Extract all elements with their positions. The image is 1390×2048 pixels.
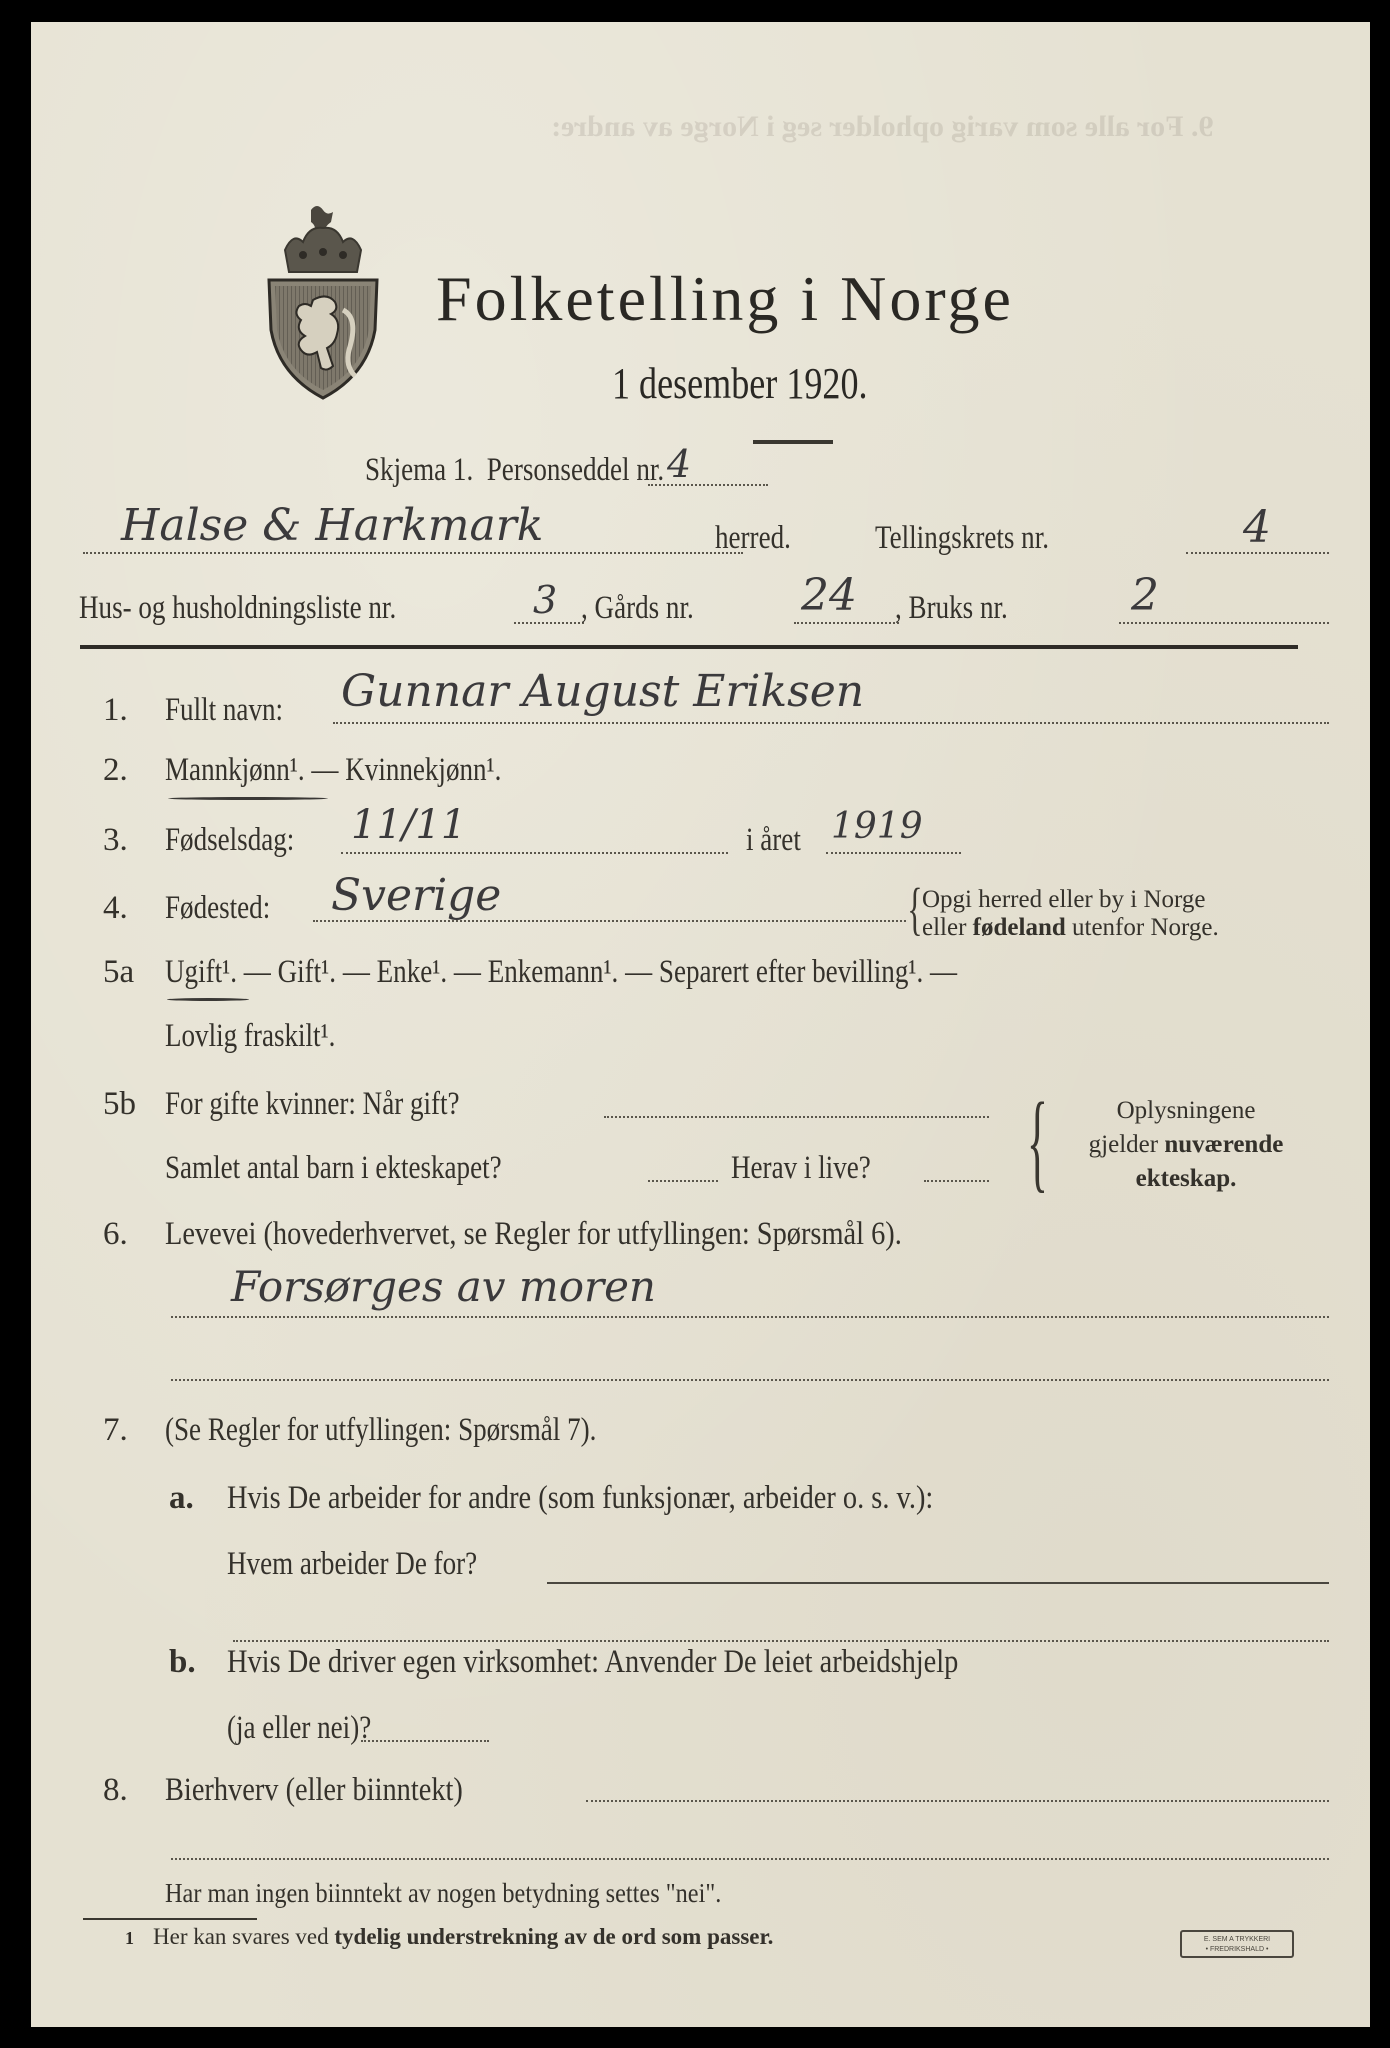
gards-label-text: , Gårds nr.: [581, 590, 694, 626]
q1-label-text: Fullt navn:: [165, 692, 284, 728]
birthplace-value: Sverige: [331, 870, 502, 921]
q3-label-text: Fødselsdag:: [165, 822, 295, 858]
q5a-options: [165, 954, 1131, 991]
q2-options: [165, 752, 575, 789]
personseddel-label: Personseddel nr.: [486, 452, 665, 488]
q1-number: 1.: [103, 692, 128, 728]
q7b-text: [227, 1644, 1077, 1681]
employer-field-line2[interactable]: [233, 1640, 1329, 1642]
bruks-label: [895, 590, 1033, 627]
q3-label: [165, 822, 323, 859]
q5b-note-line3: ekteskap.: [1135, 1165, 1237, 1192]
option-lovlig-fraskilt[interactable]: Lovlig fraskilt¹.: [165, 1018, 336, 1054]
page-subtitle: [612, 358, 924, 409]
q6-label: [165, 1216, 1022, 1253]
title-text: Folketelling i Norge: [436, 263, 1014, 334]
q8-note-text: Har man ingen biinntekt av nogen betydning settes "nei".: [165, 1878, 722, 1908]
q8-number: 8.: [103, 1772, 128, 1808]
tellingskrets-value: 4: [1243, 502, 1271, 553]
q5b-label-text: For gifte kvinner: Når gift?: [165, 1086, 460, 1122]
q5b-note-line2: [1051, 1128, 1321, 1162]
q7b-text-content: Hvis De driver egen virksomhet: Anvender De leiet arbeidshjelp: [227, 1644, 959, 1680]
q5b-note-line1: Oplysningene: [1116, 1097, 1256, 1124]
husliste-value: 3: [533, 578, 558, 622]
q2-separator: —: [304, 752, 346, 788]
q4-note-text-b: utenfor Norge.: [1065, 914, 1219, 941]
footnote-text: [153, 1924, 773, 1950]
q6-label-text: Levevei (hovederhvervet, se Regler for utfyllingen: Spørsmål 6).: [165, 1216, 902, 1252]
title-divider: [753, 440, 833, 444]
employer-field[interactable]: [547, 1582, 1329, 1584]
husliste-field[interactable]: [514, 622, 584, 624]
children-label-text: Samlet antal barn i ekteskapet?: [165, 1150, 502, 1186]
q4-number: 4.: [103, 890, 128, 926]
herred-label-text: herred.: [715, 520, 791, 556]
q4-note: [922, 886, 1219, 942]
q4-note-line2: [922, 914, 1219, 942]
children-count-field[interactable]: [648, 1180, 718, 1182]
birthdate-value: 11/11: [351, 802, 467, 848]
q2-number: 2.: [103, 752, 128, 788]
q7a-text: [227, 1480, 1048, 1517]
herred-value: Halse & Harkmark: [121, 500, 544, 551]
schema-text: Skjema 1.: [365, 452, 474, 488]
husliste-label-text: Hus- og husholdningsliste nr.: [79, 590, 397, 626]
footnote-divider: [83, 1918, 257, 1920]
alive-count-field[interactable]: [924, 1180, 989, 1182]
husliste-label: [79, 590, 466, 627]
tellingskrets-label: [875, 520, 1087, 557]
q4-note-text-a: eller: [922, 914, 973, 941]
option-female[interactable]: Kvinnekjønn¹.: [345, 752, 502, 788]
q5b-brace: {: [1026, 1080, 1048, 1202]
q4-label-text: Fødested:: [165, 890, 271, 926]
q7a-text-content: Hvis De arbeider for andre (som funksjonær, arbeider o. s. v.):: [227, 1480, 934, 1516]
occupation-field-line1[interactable]: [171, 1316, 1329, 1318]
q7a-sub: [227, 1546, 532, 1583]
bruks-value: 2: [1131, 570, 1159, 621]
footnote-text-a: Her kan svares ved: [153, 1924, 335, 1949]
printer-stamp-line1: E. SEM A TRYKKERI: [1203, 1936, 1271, 1943]
q7b-sub-text: (ja eller nei)?: [227, 1710, 372, 1746]
q5b-children-label: [165, 1150, 576, 1187]
alive-label-text: Herav i live?: [731, 1150, 871, 1186]
q5a-other-options[interactable]: — Gift¹. — Enke¹. — Enkemann¹. — Separert efter bevilling¹. —: [237, 954, 958, 990]
gards-label: [581, 590, 718, 627]
bleed-through-text: 9. For alle som varig opholder seg i Norge av andre:: [551, 110, 1214, 143]
q5b-note: [1051, 1094, 1321, 1196]
herred-label: [715, 520, 808, 557]
occupation-field-line2[interactable]: [171, 1379, 1329, 1381]
tellingskrets-label-text: Tellingskrets nr.: [875, 520, 1049, 556]
birthdate-field[interactable]: [341, 852, 728, 854]
page-title: [436, 262, 1014, 336]
bruks-label-text: , Bruks nr.: [895, 590, 1008, 626]
q8-label: [165, 1772, 511, 1809]
q8-note: [165, 1878, 783, 1909]
subtitle-text: 1 desember 1920.: [612, 359, 868, 408]
year-label: [746, 822, 813, 859]
q5a-number: 5a: [103, 954, 135, 990]
q6-number: 6.: [103, 1216, 128, 1252]
personseddel-field[interactable]: [648, 484, 768, 486]
hired-help-field[interactable]: [361, 1740, 489, 1742]
printer-stamp: [1180, 1930, 1294, 1958]
side-income-field-line1[interactable]: [586, 1800, 1329, 1802]
q4-note-line1: Opgi herred eller by i Norge: [922, 886, 1206, 913]
bruks-field[interactable]: [1119, 622, 1329, 624]
q5b-number: 5b: [103, 1086, 136, 1122]
full-name-field[interactable]: [333, 722, 1329, 724]
birthyear-field[interactable]: [826, 852, 961, 854]
footnote-text-bold: tydelig understrekning av de ord som passer.: [334, 1924, 774, 1949]
gards-field[interactable]: [794, 622, 899, 624]
selection-underline-male: [168, 797, 328, 800]
option-ugift[interactable]: Ugift¹.: [165, 954, 238, 990]
q8-label-text: Bierhverv (eller biinntekt): [165, 1772, 463, 1808]
q5b-alive-label: [731, 1150, 901, 1187]
side-income-field-line2[interactable]: [171, 1858, 1329, 1860]
q5b-note-bold: nuværende: [1164, 1131, 1284, 1158]
full-name-value: Gunnar August Eriksen: [341, 666, 865, 717]
selection-underline-ugift: [167, 998, 249, 1001]
section-divider: [80, 645, 1298, 649]
q5a-line2: [165, 1018, 373, 1055]
year-label-text: i året: [746, 822, 801, 858]
occupation-value: Forsørges av moren: [231, 1262, 656, 1311]
q4-note-bold: fødeland: [972, 914, 1066, 941]
married-when-field[interactable]: [604, 1116, 989, 1118]
q7a-letter: a.: [169, 1480, 194, 1516]
q7-label: [165, 1412, 691, 1449]
q7-number: 7.: [103, 1412, 128, 1448]
q5b-label: [165, 1086, 524, 1123]
birthyear-value: 1919: [831, 806, 923, 847]
q1-label: [165, 692, 309, 729]
option-male[interactable]: Mannkjønn¹.: [165, 752, 305, 788]
q7-label-text: (Se Regler for utfyllingen: Spørsmål 7).: [165, 1412, 597, 1448]
footnote-marker: 1: [125, 1928, 134, 1948]
q4-label: [165, 890, 293, 927]
q7b-letter: b.: [169, 1644, 196, 1680]
personseddel-value: 4: [667, 442, 692, 486]
q4-brace: {: [907, 876, 923, 941]
printer-stamp-line2: • FREDRIKSHALD •: [1205, 1946, 1269, 1953]
gards-value: 24: [801, 570, 857, 621]
coat-of-arms-icon: [263, 200, 383, 400]
q3-number: 3.: [103, 822, 128, 858]
q7a-sub-text: Hvem arbeider De for?: [227, 1546, 478, 1582]
q5b-note-text: gjelder: [1088, 1131, 1165, 1158]
herred-field[interactable]: [83, 552, 743, 554]
census-form-paper: [31, 22, 1370, 2027]
